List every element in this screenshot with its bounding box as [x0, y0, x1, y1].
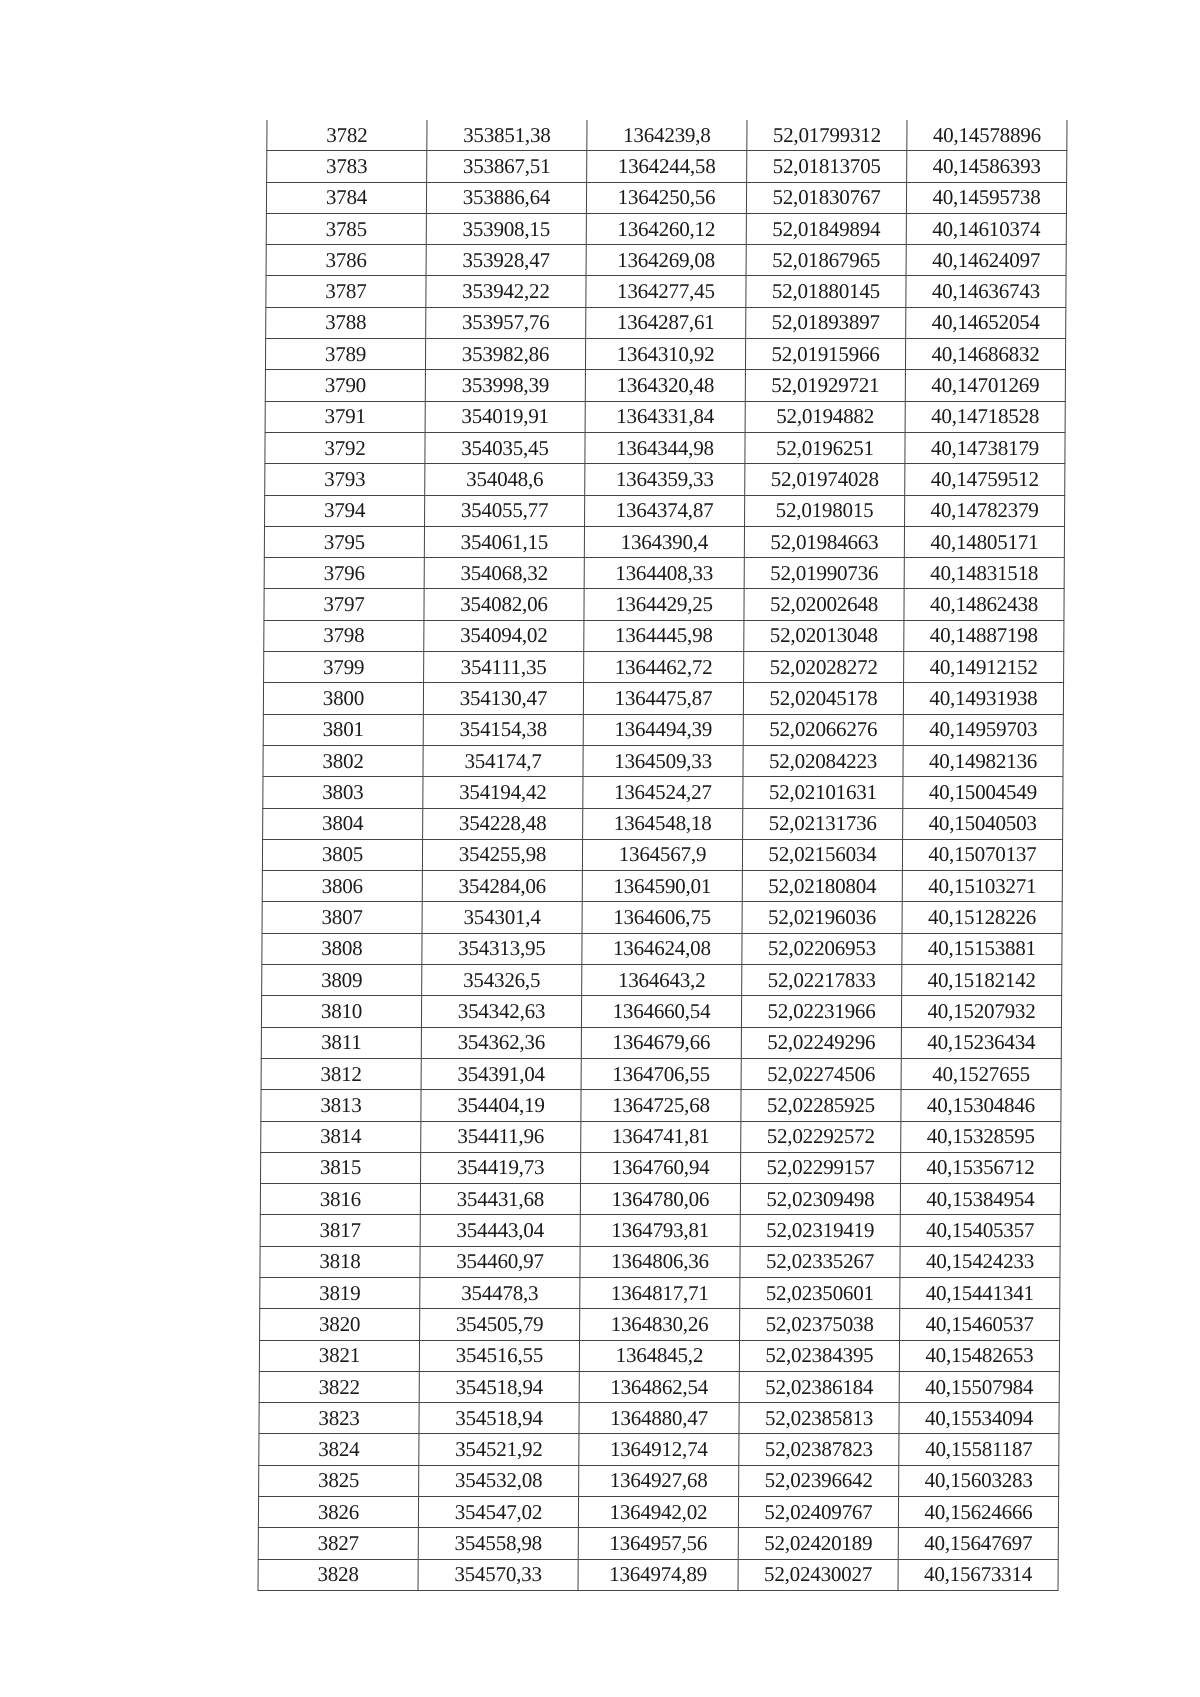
point-number-cell: 3817 [260, 1215, 420, 1246]
latitude-cell: 52,02384395 [739, 1340, 899, 1371]
latitude-cell: 52,01915966 [745, 339, 905, 370]
table-row [264, 589, 1064, 620]
longitude-cell: 40,14738179 [905, 432, 1065, 463]
point-number-cell: 3794 [265, 495, 425, 526]
longitude-cell: 40,15236434 [901, 1027, 1061, 1058]
point-number-cell: 3820 [260, 1309, 420, 1340]
y-coordinate-cell: 1364806,36 [580, 1246, 740, 1277]
latitude-cell: 52,01849894 [746, 213, 906, 244]
longitude-cell: 40,14595738 [906, 182, 1066, 213]
y-coordinate-cell: 1364974,89 [578, 1559, 738, 1590]
point-number-cell: 3822 [259, 1371, 419, 1402]
longitude-cell: 40,15040503 [903, 808, 1063, 839]
point-number-cell: 3825 [259, 1465, 419, 1496]
point-number-cell: 3786 [266, 245, 426, 276]
point-number-cell: 3821 [259, 1340, 419, 1371]
latitude-cell: 52,01929721 [745, 370, 905, 401]
x-coordinate-cell: 354431,68 [420, 1184, 580, 1215]
table-row [262, 902, 1062, 933]
table-row [262, 839, 1062, 870]
point-number-cell: 3811 [261, 1027, 421, 1058]
y-coordinate-cell: 1364862,54 [579, 1371, 739, 1402]
y-coordinate-cell: 1364429,25 [584, 589, 744, 620]
longitude-cell: 40,15647697 [898, 1528, 1058, 1559]
y-coordinate-cell: 1364880,47 [579, 1403, 739, 1434]
longitude-cell: 40,15624666 [898, 1497, 1058, 1528]
y-coordinate-cell: 1364660,54 [581, 996, 741, 1027]
latitude-cell: 52,02101631 [743, 777, 903, 808]
y-coordinate-cell: 1364927,68 [579, 1465, 739, 1496]
y-coordinate-cell: 1364445,98 [584, 620, 744, 651]
latitude-cell: 52,02409767 [738, 1497, 898, 1528]
latitude-cell: 52,02002648 [744, 589, 904, 620]
longitude-cell: 40,14912152 [904, 652, 1064, 683]
x-coordinate-cell: 354362,36 [421, 1027, 581, 1058]
point-number-cell: 3795 [264, 526, 424, 557]
point-number-cell: 3818 [260, 1246, 420, 1277]
y-coordinate-cell: 1364524,27 [583, 777, 743, 808]
x-coordinate-cell: 354547,02 [418, 1497, 578, 1528]
x-coordinate-cell: 354082,06 [424, 589, 584, 620]
longitude-cell: 40,15424233 [900, 1246, 1060, 1277]
longitude-cell: 40,15328595 [901, 1121, 1061, 1152]
longitude-cell: 40,14636743 [906, 276, 1066, 307]
point-number-cell: 3784 [266, 182, 426, 213]
point-number-cell: 3805 [262, 839, 422, 870]
table-row [264, 558, 1064, 589]
table-row [264, 652, 1064, 683]
latitude-cell: 52,0198015 [745, 495, 905, 526]
latitude-cell: 52,02045178 [743, 683, 903, 714]
table-row [261, 996, 1061, 1027]
x-coordinate-cell: 354505,79 [420, 1309, 580, 1340]
y-coordinate-cell: 1364679,66 [581, 1027, 741, 1058]
x-coordinate-cell: 354255,98 [422, 839, 582, 870]
y-coordinate-cell: 1364269,08 [586, 245, 746, 276]
point-number-cell: 3798 [264, 620, 424, 651]
coordinates-table-body [258, 120, 1067, 1590]
latitude-cell: 52,01974028 [745, 464, 905, 495]
table-row [263, 777, 1063, 808]
x-coordinate-cell: 354326,5 [422, 965, 582, 996]
latitude-cell: 52,02274506 [741, 1058, 901, 1089]
latitude-cell: 52,01990736 [744, 558, 904, 589]
x-coordinate-cell: 354404,19 [421, 1090, 581, 1121]
point-number-cell: 3788 [266, 307, 426, 338]
point-number-cell: 3787 [266, 276, 426, 307]
longitude-cell: 40,15460537 [900, 1309, 1060, 1340]
x-coordinate-cell: 353867,51 [427, 151, 587, 182]
longitude-cell: 40,14805171 [904, 526, 1064, 557]
point-number-cell: 3797 [264, 589, 424, 620]
longitude-cell: 40,15441341 [900, 1277, 1060, 1308]
y-coordinate-cell: 1364344,98 [585, 432, 745, 463]
x-coordinate-cell: 354521,92 [419, 1434, 579, 1465]
longitude-cell: 40,14718528 [905, 401, 1065, 432]
longitude-cell: 40,14887198 [904, 620, 1064, 651]
longitude-cell: 40,15004549 [903, 777, 1063, 808]
x-coordinate-cell: 354443,04 [420, 1215, 580, 1246]
x-coordinate-cell: 354518,94 [419, 1371, 579, 1402]
latitude-cell: 52,02156034 [742, 839, 902, 870]
longitude-cell: 40,1527655 [901, 1058, 1061, 1089]
x-coordinate-cell: 354284,06 [422, 871, 582, 902]
longitude-cell: 40,14578896 [907, 120, 1067, 151]
point-number-cell: 3809 [262, 965, 422, 996]
x-coordinate-cell: 354019,91 [425, 401, 585, 432]
x-coordinate-cell: 354068,32 [424, 558, 584, 589]
x-coordinate-cell: 354411,96 [421, 1121, 581, 1152]
x-coordinate-cell: 353851,38 [427, 120, 587, 151]
y-coordinate-cell: 1364624,08 [582, 933, 742, 964]
longitude-cell: 40,14982136 [903, 745, 1063, 776]
table-row [266, 276, 1066, 307]
point-number-cell: 3796 [264, 558, 424, 589]
y-coordinate-cell: 1364643,2 [582, 965, 742, 996]
table-row [263, 808, 1063, 839]
longitude-cell: 40,15384954 [900, 1184, 1060, 1215]
y-coordinate-cell: 1364244,58 [587, 151, 747, 182]
point-number-cell: 3826 [258, 1497, 418, 1528]
point-number-cell: 3782 [267, 120, 427, 151]
y-coordinate-cell: 1364793,81 [580, 1215, 740, 1246]
y-coordinate-cell: 1364494,39 [583, 714, 743, 745]
x-coordinate-cell: 353998,39 [425, 370, 585, 401]
latitude-cell: 52,02396642 [739, 1465, 899, 1496]
table-row [266, 213, 1066, 244]
point-number-cell: 3801 [263, 714, 423, 745]
y-coordinate-cell: 1364250,56 [586, 182, 746, 213]
table-row [265, 464, 1065, 495]
y-coordinate-cell: 1364830,26 [580, 1309, 740, 1340]
point-number-cell: 3806 [262, 871, 422, 902]
x-coordinate-cell: 354313,95 [422, 933, 582, 964]
latitude-cell: 52,02292572 [741, 1121, 901, 1152]
latitude-cell: 52,02350601 [740, 1277, 900, 1308]
x-coordinate-cell: 354570,33 [418, 1559, 578, 1590]
x-coordinate-cell: 353957,76 [426, 307, 586, 338]
latitude-cell: 52,01830767 [746, 182, 906, 213]
latitude-cell: 52,02206953 [742, 933, 902, 964]
latitude-cell: 52,02131736 [743, 808, 903, 839]
latitude-cell: 52,02299157 [740, 1152, 900, 1183]
point-number-cell: 3824 [259, 1434, 419, 1465]
x-coordinate-cell: 354228,48 [423, 808, 583, 839]
table-row [265, 495, 1065, 526]
longitude-cell: 40,14831518 [904, 558, 1064, 589]
y-coordinate-cell: 1364509,33 [583, 745, 743, 776]
point-number-cell: 3812 [261, 1058, 421, 1089]
table-row [259, 1403, 1059, 1434]
table-row [261, 1090, 1061, 1121]
longitude-cell: 40,15207932 [901, 996, 1061, 1027]
x-coordinate-cell: 354061,15 [424, 526, 584, 557]
x-coordinate-cell: 354460,97 [420, 1246, 580, 1277]
table-row [265, 432, 1065, 463]
table-row [266, 245, 1066, 276]
x-coordinate-cell: 353908,15 [426, 213, 586, 244]
x-coordinate-cell: 354055,77 [425, 495, 585, 526]
latitude-cell: 52,02231966 [741, 996, 901, 1027]
point-number-cell: 3791 [265, 401, 425, 432]
y-coordinate-cell: 1364475,87 [583, 683, 743, 714]
latitude-cell: 52,01880145 [746, 276, 906, 307]
point-number-cell: 3828 [258, 1559, 418, 1590]
y-coordinate-cell: 1364942,02 [578, 1497, 738, 1528]
y-coordinate-cell: 1364780,06 [580, 1184, 740, 1215]
point-number-cell: 3803 [263, 777, 423, 808]
x-coordinate-cell: 354532,08 [419, 1465, 579, 1496]
longitude-cell: 40,14686832 [905, 339, 1065, 370]
point-number-cell: 3789 [265, 339, 425, 370]
table-row [259, 1465, 1059, 1496]
table-row [258, 1497, 1058, 1528]
y-coordinate-cell: 1364725,68 [581, 1090, 741, 1121]
table-row [265, 401, 1065, 432]
table-row [260, 1277, 1060, 1308]
latitude-cell: 52,02319419 [740, 1215, 900, 1246]
longitude-cell: 40,14586393 [907, 151, 1067, 182]
x-coordinate-cell: 354154,38 [423, 714, 583, 745]
y-coordinate-cell: 1364239,8 [587, 120, 747, 151]
x-coordinate-cell: 354301,4 [422, 902, 582, 933]
table-row [261, 1027, 1061, 1058]
table-row [260, 1184, 1060, 1215]
point-number-cell: 3783 [267, 151, 427, 182]
table-row [262, 871, 1062, 902]
y-coordinate-cell: 1364606,75 [582, 902, 742, 933]
x-coordinate-cell: 354342,63 [421, 996, 581, 1027]
point-number-cell: 3816 [260, 1184, 420, 1215]
latitude-cell: 52,02309498 [740, 1184, 900, 1215]
latitude-cell: 52,01799312 [747, 120, 907, 151]
x-coordinate-cell: 354419,73 [420, 1152, 580, 1183]
x-coordinate-cell: 354391,04 [421, 1058, 581, 1089]
latitude-cell: 52,02084223 [743, 745, 903, 776]
table-row [262, 933, 1062, 964]
table-row [261, 1058, 1061, 1089]
longitude-cell: 40,14862438 [904, 589, 1064, 620]
x-coordinate-cell: 354558,98 [418, 1528, 578, 1559]
table-row [260, 1152, 1060, 1183]
point-number-cell: 3792 [265, 432, 425, 463]
latitude-cell: 52,02385813 [739, 1403, 899, 1434]
table-row [259, 1340, 1059, 1371]
y-coordinate-cell: 1364374,87 [585, 495, 745, 526]
x-coordinate-cell: 353928,47 [426, 245, 586, 276]
latitude-cell: 52,02375038 [740, 1309, 900, 1340]
y-coordinate-cell: 1364277,45 [586, 276, 746, 307]
x-coordinate-cell: 354094,02 [424, 620, 584, 651]
x-coordinate-cell: 354478,3 [420, 1277, 580, 1308]
latitude-cell: 52,02387823 [739, 1434, 899, 1465]
latitude-cell: 52,02196036 [742, 902, 902, 933]
latitude-cell: 52,01867965 [746, 245, 906, 276]
latitude-cell: 52,02420189 [738, 1528, 898, 1559]
y-coordinate-cell: 1364760,94 [580, 1152, 740, 1183]
point-number-cell: 3827 [258, 1528, 418, 1559]
longitude-cell: 40,15182142 [902, 965, 1062, 996]
table-row [263, 745, 1063, 776]
table-row [260, 1246, 1060, 1277]
y-coordinate-cell: 1364310,92 [585, 339, 745, 370]
latitude-cell: 52,01984663 [744, 526, 904, 557]
longitude-cell: 40,14701269 [905, 370, 1065, 401]
longitude-cell: 40,15128226 [902, 902, 1062, 933]
point-number-cell: 3800 [263, 683, 423, 714]
table-row [260, 1309, 1060, 1340]
x-coordinate-cell: 353982,86 [425, 339, 585, 370]
point-number-cell: 3807 [262, 902, 422, 933]
point-number-cell: 3813 [261, 1090, 421, 1121]
latitude-cell: 52,02066276 [743, 714, 903, 745]
y-coordinate-cell: 1364817,71 [580, 1277, 740, 1308]
y-coordinate-cell: 1364741,81 [581, 1121, 741, 1152]
longitude-cell: 40,15356712 [900, 1152, 1060, 1183]
table-row [263, 714, 1063, 745]
point-number-cell: 3802 [263, 745, 423, 776]
y-coordinate-cell: 1364390,4 [584, 526, 744, 557]
latitude-cell: 52,02217833 [742, 965, 902, 996]
latitude-cell: 52,0194882 [745, 401, 905, 432]
point-number-cell: 3808 [262, 933, 422, 964]
coordinates-table [258, 120, 1068, 1591]
longitude-cell: 40,15070137 [902, 839, 1062, 870]
table-row [259, 1371, 1059, 1402]
point-number-cell: 3793 [265, 464, 425, 495]
latitude-cell: 52,02028272 [744, 652, 904, 683]
longitude-cell: 40,15534094 [899, 1403, 1059, 1434]
y-coordinate-cell: 1364331,84 [585, 401, 745, 432]
y-coordinate-cell: 1364408,33 [584, 558, 744, 589]
x-coordinate-cell: 354111,35 [424, 652, 584, 683]
x-coordinate-cell: 354516,55 [419, 1340, 579, 1371]
point-number-cell: 3790 [265, 370, 425, 401]
longitude-cell: 40,15304846 [901, 1090, 1061, 1121]
longitude-cell: 40,15673314 [898, 1559, 1058, 1590]
point-number-cell: 3804 [263, 808, 423, 839]
x-coordinate-cell: 353942,22 [426, 276, 586, 307]
longitude-cell: 40,15603283 [899, 1465, 1059, 1496]
latitude-cell: 52,02249296 [741, 1027, 901, 1058]
y-coordinate-cell: 1364957,56 [578, 1528, 738, 1559]
longitude-cell: 40,15507984 [899, 1371, 1059, 1402]
latitude-cell: 52,01813705 [747, 151, 907, 182]
table-row [266, 307, 1066, 338]
y-coordinate-cell: 1364567,9 [582, 839, 742, 870]
longitude-cell: 40,14931938 [903, 683, 1063, 714]
point-number-cell: 3815 [260, 1152, 420, 1183]
longitude-cell: 40,14782379 [905, 495, 1065, 526]
x-coordinate-cell: 354194,42 [423, 777, 583, 808]
latitude-cell: 52,02285925 [741, 1090, 901, 1121]
point-number-cell: 3823 [259, 1403, 419, 1434]
x-coordinate-cell: 354174,7 [423, 745, 583, 776]
latitude-cell: 52,02013048 [744, 620, 904, 651]
table-row [264, 620, 1064, 651]
longitude-cell: 40,14624097 [906, 245, 1066, 276]
x-coordinate-cell: 353886,64 [426, 182, 586, 213]
x-coordinate-cell: 354518,94 [419, 1403, 579, 1434]
table-row [266, 182, 1066, 213]
longitude-cell: 40,15581187 [899, 1434, 1059, 1465]
latitude-cell: 52,01893897 [746, 307, 906, 338]
y-coordinate-cell: 1364320,48 [585, 370, 745, 401]
longitude-cell: 40,15482653 [899, 1340, 1059, 1371]
longitude-cell: 40,14759512 [905, 464, 1065, 495]
y-coordinate-cell: 1364359,33 [585, 464, 745, 495]
latitude-cell: 52,02430027 [738, 1559, 898, 1590]
table-row [265, 370, 1065, 401]
longitude-cell: 40,15153881 [902, 933, 1062, 964]
point-number-cell: 3810 [261, 996, 421, 1027]
table-row [261, 1121, 1061, 1152]
table-row [267, 120, 1067, 151]
point-number-cell: 3785 [266, 213, 426, 244]
y-coordinate-cell: 1364260,12 [586, 213, 746, 244]
table-row [265, 339, 1065, 370]
y-coordinate-cell: 1364845,2 [579, 1340, 739, 1371]
longitude-cell: 40,14652054 [906, 307, 1066, 338]
table-row [258, 1528, 1058, 1559]
table-row [267, 151, 1067, 182]
table-row [263, 683, 1063, 714]
table-row [262, 965, 1062, 996]
y-coordinate-cell: 1364706,55 [581, 1058, 741, 1089]
point-number-cell: 3799 [264, 652, 424, 683]
y-coordinate-cell: 1364287,61 [586, 307, 746, 338]
x-coordinate-cell: 354130,47 [423, 683, 583, 714]
table-row [264, 526, 1064, 557]
point-number-cell: 3814 [261, 1121, 421, 1152]
point-number-cell: 3819 [260, 1277, 420, 1308]
table-row [258, 1559, 1058, 1590]
longitude-cell: 40,14610374 [906, 213, 1066, 244]
latitude-cell: 52,02386184 [739, 1371, 899, 1402]
longitude-cell: 40,15103271 [902, 871, 1062, 902]
table-row [260, 1215, 1060, 1246]
y-coordinate-cell: 1364912,74 [579, 1434, 739, 1465]
latitude-cell: 52,02335267 [740, 1246, 900, 1277]
x-coordinate-cell: 354048,6 [425, 464, 585, 495]
longitude-cell: 40,14959703 [903, 714, 1063, 745]
y-coordinate-cell: 1364590,01 [582, 871, 742, 902]
longitude-cell: 40,15405357 [900, 1215, 1060, 1246]
y-coordinate-cell: 1364462,72 [584, 652, 744, 683]
latitude-cell: 52,02180804 [742, 871, 902, 902]
table-row [259, 1434, 1059, 1465]
latitude-cell: 52,0196251 [745, 432, 905, 463]
y-coordinate-cell: 1364548,18 [583, 808, 743, 839]
x-coordinate-cell: 354035,45 [425, 432, 585, 463]
